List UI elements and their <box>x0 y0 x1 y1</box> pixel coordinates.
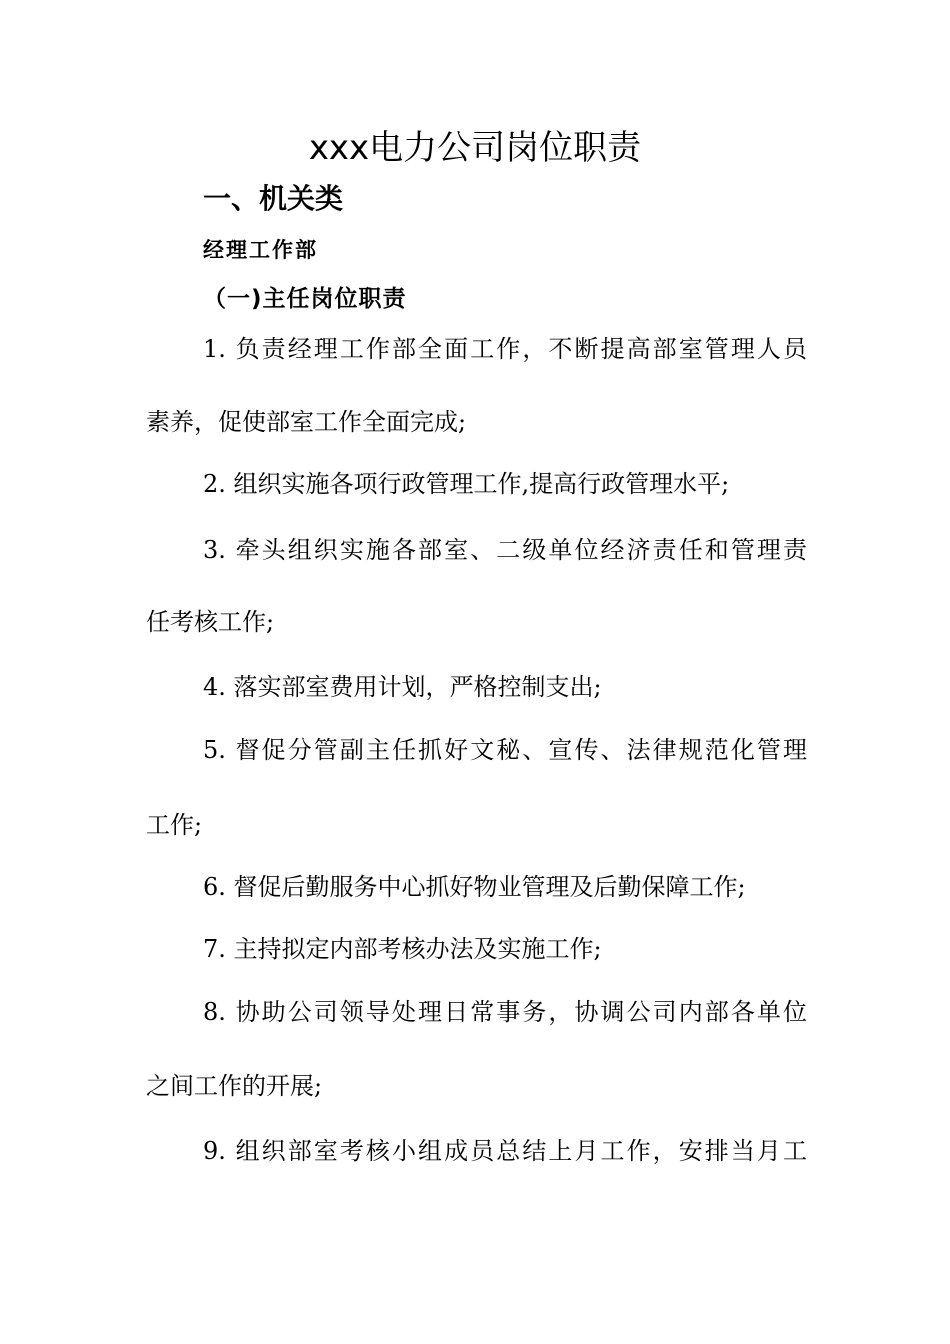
duty-item-6: 6. 督促后勤服务中心抓好物业管理及后勤保障工作; <box>203 873 746 901</box>
duty-item-1: 1. 负责经理工作部全面工作，不断提高部室管理人员 <box>203 335 807 363</box>
duty-item-3-continued: 任考核工作; <box>146 608 275 636</box>
duty-item-5-continued: 工作; <box>146 811 203 839</box>
document-title: xxx电力公司岗位职责 <box>308 128 642 168</box>
duty-item-3: 3. 牵头组织实施各部室、二级单位经济责任和管理责 <box>203 536 807 564</box>
section-heading: 一、机关类 <box>203 182 344 215</box>
duty-item-2: 2. 组织实施各项行政管理工作,提高行政管理水平; <box>203 470 730 498</box>
duty-item-1-continued: 素养，促使部室工作全面完成; <box>146 408 467 436</box>
duty-item-9: 9. 组织部室考核小组成员总结上月工作，安排当月工 <box>203 1137 807 1165</box>
duty-item-8: 8. 协助公司领导处理日常事务，协调公司内部各单位 <box>203 998 807 1026</box>
duty-item-4: 4. 落实部室费用计划，严格控制支出; <box>203 673 602 701</box>
subsection-heading: （一)主任岗位职责 <box>203 286 407 312</box>
duty-item-7: 7. 主持拟定内部考核办法及实施工作; <box>203 935 602 963</box>
duty-item-5: 5. 督促分管副主任抓好文秘、宣传、法律规范化管理 <box>203 736 807 764</box>
department-heading: 经理工作部 <box>203 238 318 262</box>
duty-item-8-continued: 之间工作的开展; <box>146 1072 323 1100</box>
